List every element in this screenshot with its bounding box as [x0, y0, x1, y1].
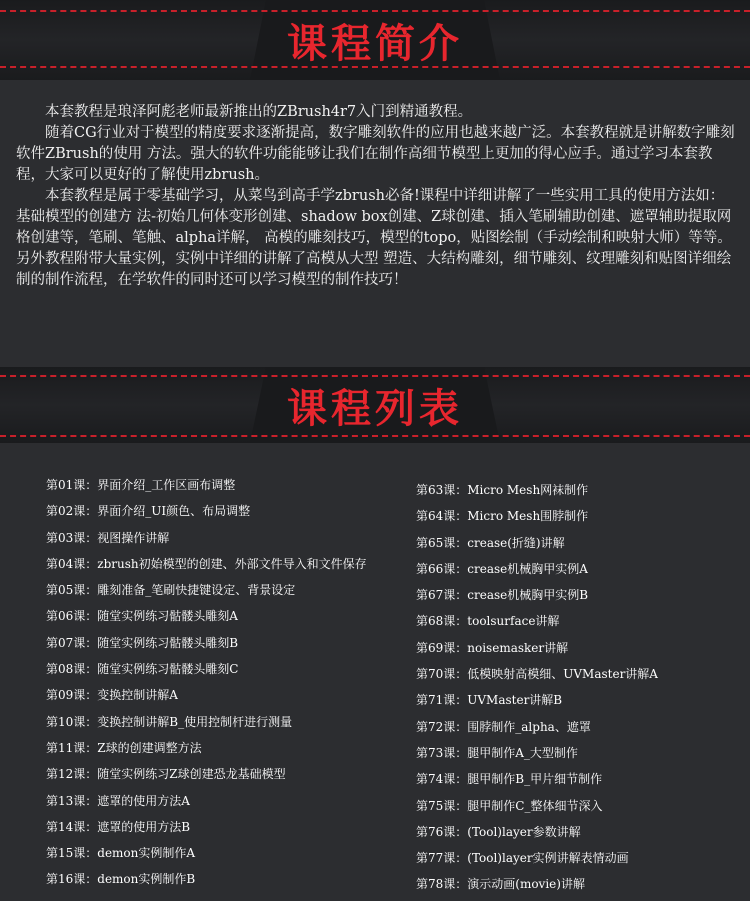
course-item: 第03课：视图操作讲解	[46, 530, 170, 545]
course-item: 第04课：zbrush初始模型的创建、外部文件导入和文件保存	[46, 556, 367, 571]
course-list-left	[46, 475, 396, 896]
course-item: 第13课：遮罩的使用方法A	[46, 793, 190, 808]
list-title: 课程列表	[287, 385, 463, 432]
course-item: 第78课：演示动画(movie)讲解	[416, 877, 585, 892]
course-item: 第70课：低模映射高模细、UVMaster讲解A	[416, 667, 658, 682]
intro-paragraph: 本套教程是琅泽阿彪老师最新推出的ZBrush4r7入门到精通教程。	[45, 104, 473, 120]
course-item: 第12课：随堂实例练习Z球创建恐龙基础模型	[46, 767, 286, 782]
course-item: 第68课：toolsurface讲解	[416, 614, 560, 629]
course-item: 第08课：随堂实例练习骷髅头雕刻C	[46, 662, 239, 677]
course-item: 第02课：界面介绍_UI颜色、布局调整	[46, 504, 251, 519]
course-item: 第63课：Micro Mesh网袜制作	[416, 483, 589, 497]
course-item: 第71课：UVMaster讲解B	[416, 693, 563, 708]
course-item: 第66课：crease机械胸甲实例A	[416, 561, 588, 576]
course-list-right	[416, 480, 750, 901]
course-item: 第75课：腿甲制作C_整体细节深入	[416, 798, 603, 813]
course-item: 第65课：crease(折缝)讲解	[416, 535, 565, 550]
course-item: 第76课：(Tool)layer参数讲解	[416, 824, 581, 839]
course-item: 第74课：腿甲制作B_甲片细节制作	[416, 772, 603, 787]
intro-paragraph: 本套教程是属于零基础学习，从菜鸟到高手学zbrush必备!课程中详细讲解了一些实用工具的使用方法如：基础模型的创建方 法-初始几何体变形创建、shadow box创建、Z球创建、插入笔刷辅助创建、遮罩辅助提取网格创建等，笔刷、笔触、alpha详解， 高模的雕刻技巧，模型的topo，贴图绘制（手动绘制和映射大师）等等。另外教程附带大量实例，实例中详细的讲解了高模从大型 塑造、大结构雕刻，细节雕刻、纹理雕刻和贴图详细绘制的制作流程，在学软件的同时还可以学习模型的制作技巧！	[16, 188, 732, 288]
intro-text	[16, 102, 738, 291]
course-item: 第05课：雕刻准备_笔刷快捷键设定、背景设定	[46, 583, 296, 598]
course-item: 第67课：crease机械胸甲实例B	[416, 588, 589, 603]
list-header-band	[0, 367, 750, 443]
intro-paragraph: 随着CG行业对于模型的精度要求逐渐提高，数字雕刻软件的应用也越来越广泛。本套教程就是讲解数字雕刻软件ZBrush的使用 方法。强大的软件功能能够让我们在制作高细节模型上更加的得心应手。通过学习本套教程，大家可以更好的了解使用zbrush。	[16, 125, 735, 183]
course-item: 第69课：noisemasker讲解	[416, 640, 569, 655]
course-item: 第09课：变换控制讲解A	[46, 688, 178, 703]
course-item: 第11课：Z球的创建调整方法	[46, 740, 202, 755]
course-item: 第07课：随堂实例练习骷髅头雕刻B	[46, 635, 239, 650]
course-item: 第73课：腿甲制作A_大型制作	[416, 745, 578, 760]
course-item: 第14课：遮罩的使用方法B	[46, 819, 191, 834]
course-item: 第72课：围脖制作_alpha、遮罩	[416, 719, 591, 734]
course-item: 第64课：Micro Mesh围脖制作	[416, 509, 589, 524]
course-item: 第77课：(Tool)layer实例讲解表情动画	[416, 851, 629, 866]
course-item: 第15课：demon实例制作A	[46, 846, 196, 861]
course-item: 第01课：界面介绍_工作区画布调整	[46, 478, 236, 492]
course-item: 第10课：变换控制讲解B_使用控制杆进行测量	[46, 714, 293, 729]
intro-header-band	[0, 0, 750, 80]
course-item: 第16课：demon实例制作B	[46, 872, 196, 887]
intro-title: 课程简介	[287, 20, 463, 67]
course-item: 第06课：随堂实例练习骷髅头雕刻A	[46, 609, 238, 624]
